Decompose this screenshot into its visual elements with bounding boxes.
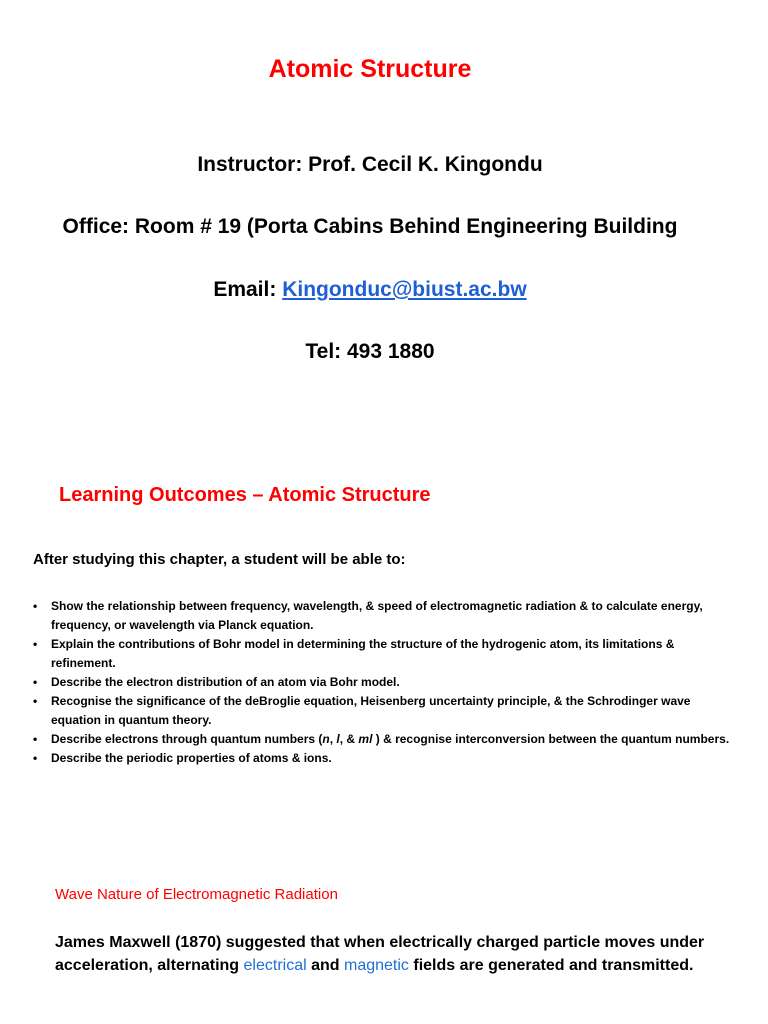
list-item-text: Describe the periodic properties of atoms & ions. bbox=[51, 751, 332, 765]
office-line: Office: Room # 19 (Porta Cabins Behind Engineering Building bbox=[62, 215, 678, 238]
list-item bbox=[33, 749, 733, 768]
email-line bbox=[0, 278, 740, 302]
quantum-sep-2: , & bbox=[339, 732, 359, 746]
list-item bbox=[33, 692, 733, 730]
quantum-item-text bbox=[51, 732, 729, 746]
bullet-icon: • bbox=[33, 694, 38, 708]
list-item bbox=[33, 673, 733, 692]
email-link[interactable]: Kingonduc@biust.ac.bw bbox=[282, 278, 527, 301]
electrical-word: electrical bbox=[243, 957, 307, 974]
magnetic-word: magnetic bbox=[344, 957, 409, 974]
bullet-icon: • bbox=[33, 637, 38, 651]
bullet-icon: • bbox=[33, 732, 38, 746]
wave-nature-heading: Wave Nature of Electromagnetic Radiation bbox=[55, 886, 338, 903]
list-item-text: Recognise the significance of the deBroglie equation, Heisenberg uncertainty principle, & the Schrodinger wave equation in quantum theory. bbox=[51, 694, 691, 727]
email-label: Email: bbox=[213, 278, 283, 301]
quantum-text-before: Describe electrons through quantum numbers ( bbox=[51, 732, 323, 746]
maxwell-paragraph bbox=[55, 931, 715, 977]
list-item bbox=[33, 730, 733, 749]
maxwell-text-2: and bbox=[306, 957, 344, 974]
bullet-icon: • bbox=[33, 751, 38, 765]
learning-outcomes-list bbox=[33, 597, 733, 768]
quantum-n: n bbox=[322, 732, 330, 746]
list-item bbox=[33, 635, 733, 673]
maxwell-text-3: fields are generated and transmitted. bbox=[408, 957, 694, 974]
learning-outcomes-heading: Learning Outcomes – Atomic Structure bbox=[59, 484, 431, 506]
instructor-line: Instructor: Prof. Cecil K. Kingondu bbox=[197, 153, 543, 176]
quantum-text-after: ) & recognise interconversion between the quantum numbers. bbox=[372, 732, 730, 746]
list-item-text: Explain the contributions of Bohr model in determining the structure of the hydrogenic atom, its limitations & refinement. bbox=[51, 637, 675, 670]
bullet-icon: • bbox=[33, 675, 38, 689]
quantum-ml: ml bbox=[358, 732, 373, 746]
list-item bbox=[33, 597, 733, 635]
learning-outcomes-intro: After studying this chapter, a student will be able to: bbox=[33, 551, 406, 568]
quantum-sep-1: , bbox=[329, 732, 337, 746]
maxwell-text-1: James Maxwell (1870) suggested that when electrically charged particle moves under acceleration, alternating bbox=[55, 934, 705, 974]
quantum-l: l bbox=[336, 732, 340, 746]
tel-line: Tel: 493 1880 bbox=[305, 340, 435, 363]
bullet-icon: • bbox=[33, 599, 38, 613]
list-item-text: Describe the electron distribution of an atom via Bohr model. bbox=[51, 675, 400, 689]
page-title: Atomic Structure bbox=[268, 55, 472, 83]
list-item-text: Show the relationship between frequency, wavelength, & speed of electromagnetic radiation & to calculate energy, frequency, or wavelength via Planck equation. bbox=[51, 599, 703, 632]
